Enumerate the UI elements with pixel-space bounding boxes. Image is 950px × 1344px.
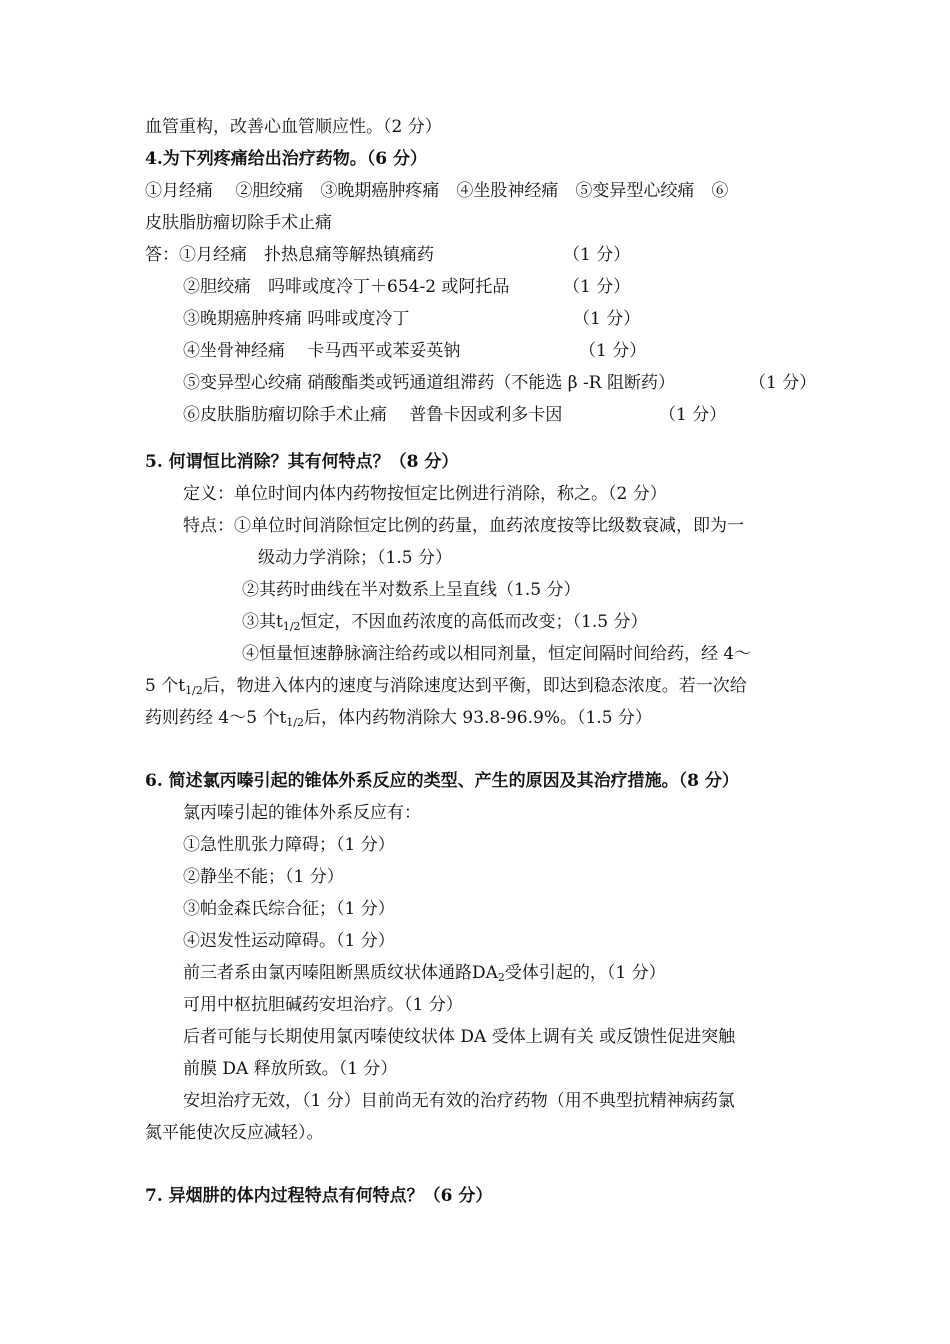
- question-5-feature-2: ②其药时曲线在半对数系上呈直线（1.5 分）: [242, 580, 581, 600]
- question-6-line-9: 前膜 DA 释放所致。（1 分）: [183, 1059, 398, 1079]
- answer-4-item-1-text: 答：①月经痛 扑热息痛等解热镇痛药: [145, 245, 434, 265]
- l6-pre: 前三者系由氯丙嗪阻断黑质纹状体通路DA: [183, 963, 498, 983]
- question-6-line-1: 氯丙嗪引起的锥体外系反应有：: [183, 803, 421, 823]
- answer-4-item-3-score: （1 分）: [573, 309, 641, 329]
- f6-post: 后，体内药物消除大 93.8-96.9%。（1.5 分）: [303, 708, 652, 728]
- f5-post: 后，物进入体内的速度与消除速度达到平衡，即达到稳态浓度。若一次给: [202, 676, 747, 696]
- answer-4-item-2-score: （1 分）: [563, 277, 631, 297]
- answer-4-item-4-score: （1 分）: [579, 341, 647, 361]
- l6-sub: 2: [497, 971, 505, 984]
- answer-4-item-5: [183, 372, 817, 394]
- answer-4-item-5-score: （1 分）: [749, 373, 817, 393]
- continued-line: 血管重构，改善心血管顺应性。（2 分）: [145, 117, 442, 137]
- question-6-line-2: ①急性肌张力障碍；（1 分）: [183, 835, 395, 855]
- answer-4-item-4: [183, 340, 647, 362]
- question-6-line-11: 氮平能使次反应减轻）。: [145, 1123, 324, 1143]
- answer-4-item-6: [183, 404, 727, 426]
- question-6-line-8: 后者可能与长期使用氯丙嗪使纹状体 DA 受体上调有关 或反馈性促进突触: [183, 1027, 736, 1047]
- answer-4-item-6-text: ⑥皮肤脂肪瘤切除手术止痛 普鲁卡因或利多卡因: [183, 405, 563, 425]
- l6-post: 受体引起的，（1 分）: [504, 963, 666, 983]
- answer-4-item-1: [145, 244, 631, 266]
- question-4-options-line-1: ①月经痛 ②胆绞痛 ③晚期癌肿疼痛 ④坐股神经痛 ⑤变异型心绞痛 ⑥: [145, 181, 729, 201]
- answer-4-item-6-score: （1 分）: [659, 405, 727, 425]
- f3-sub: 1/2: [282, 620, 301, 633]
- answer-4-item-4-text: ④坐骨神经痛 卡马西平或苯妥英钠: [183, 341, 461, 361]
- f6-pre: 药则药经 4～5 个t: [145, 708, 287, 728]
- question-5-feature-4-cont: [145, 675, 747, 702]
- answer-4-item-1-score: （1 分）: [563, 245, 631, 265]
- question-4-title: 4.为下列疼痛给出治疗药物。（6 分）: [145, 149, 427, 169]
- f5-sub: 1/2: [185, 684, 203, 697]
- question-6-line-7: 可用中枢抗胆碱药安坦治疗。（1 分）: [183, 995, 463, 1015]
- question-5-title: 5. 何谓恒比消除？其有何特点？（8 分）: [145, 452, 459, 472]
- question-7-title: 7. 异烟肼的体内过程特点有何特点？（6 分）: [145, 1186, 493, 1206]
- question-6-line-5: ④迟发性运动障碍。（1 分）: [183, 931, 395, 951]
- question-6-line-3: ②静坐不能；（1 分）: [183, 867, 344, 887]
- question-5-feature-4: ④恒量恒速静脉滴注给药或以相同剂量，恒定间隔时间给药，经 4～: [242, 644, 752, 664]
- question-5-feature-4-end: [145, 707, 652, 734]
- answer-4-item-5-text: ⑤变异型心绞痛 硝酸酯类或钙通道组滞药（不能选 β -R 阻断药）: [183, 373, 675, 393]
- question-5-feature-1b: 级动力学消除；（1.5 分）: [258, 548, 452, 568]
- answer-4-item-3: [183, 308, 641, 330]
- question-6-line-4: ③帕金森氏综合征；（1 分）: [183, 899, 395, 919]
- answer-4-item-3-text: ③晚期癌肿疼痛 吗啡或度冷丁: [183, 309, 410, 329]
- question-5-feature-3: [242, 611, 648, 638]
- question-5-feature-1a: 特点：①单位时间消除恒定比例的药量，血药浓度按等比级数衰减，即为一: [183, 516, 744, 536]
- f3-pre: ③其t: [242, 612, 283, 632]
- question-6-title: 6. 简述氯丙嗪引起的锥体外系反应的类型、产生的原因及其治疗措施。（8 分）: [145, 771, 739, 791]
- question-6-line-10: 安坦治疗无效，（1 分）目前尚无有效的治疗药物（用不典型抗精神病药氯: [183, 1091, 735, 1111]
- question-4-options-line-2: 皮肤脂肪瘤切除手术止痛: [145, 213, 332, 233]
- question-5-definition: 定义：单位时间内体内药物按恒定比例进行消除，称之。（2 分）: [183, 484, 667, 504]
- question-6-line-6: [183, 962, 666, 989]
- f5-pre: 5 个t: [145, 676, 186, 696]
- answer-4-item-2: [183, 276, 631, 298]
- f3-post: 恒定，不因血药浓度的高低而改变；（1.5 分）: [300, 612, 648, 632]
- f6-sub: 1/2: [286, 716, 304, 729]
- answer-4-item-2-text: ②胆绞痛 吗啡或度冷丁＋654-2 或阿托品: [183, 277, 510, 297]
